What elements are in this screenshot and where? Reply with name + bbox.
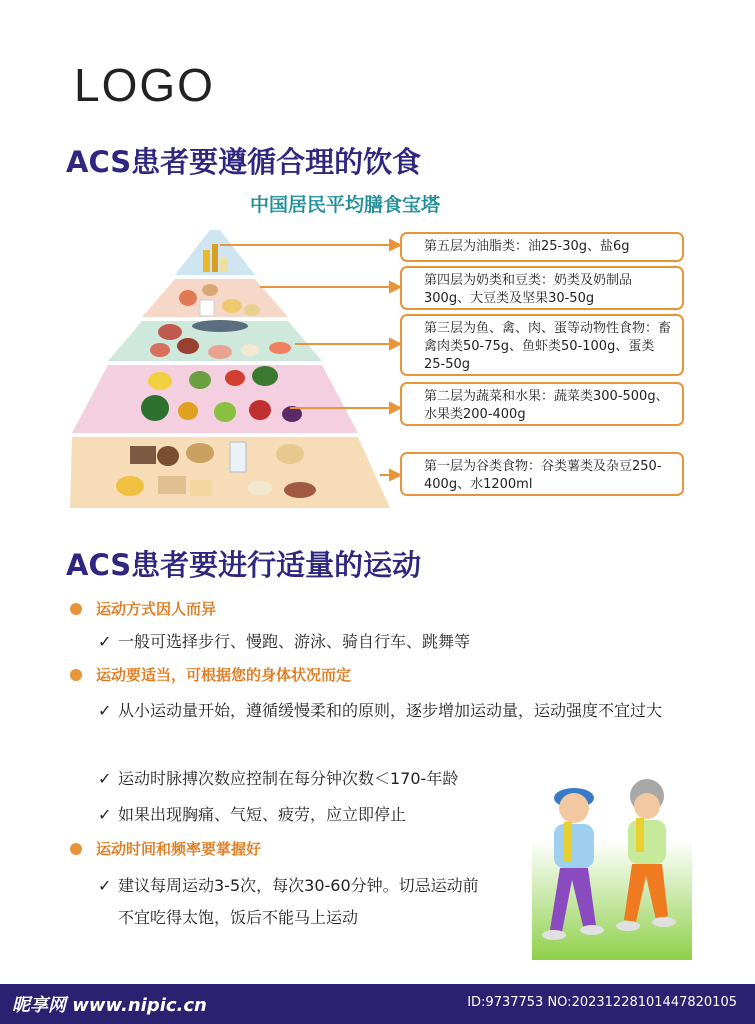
footer-bar — [0, 984, 755, 1024]
list-item: ✓ 如果出现胸痛、气短、疲劳，应立即停止 — [98, 800, 538, 830]
layer-4-box: 第四层为奶类和豆类：奶类及奶制品300g、大豆类及坚果30-50g — [400, 266, 684, 310]
food-pyramid-illustration — [60, 228, 400, 510]
layer-3-box: 第三层为鱼、禽、肉、蛋等动物性食物：畜禽肉类50-75g、鱼虾类50-100g、蛋类25-50g — [400, 314, 684, 376]
list-item: ✓ 从小运动量开始，遵循缓慢柔和的原则，逐步增加运动量，运动强度不宜过大 — [98, 696, 714, 726]
checkmark-icon: ✓ — [98, 876, 112, 895]
exercise-title: ACS患者要进行适量的运动 — [66, 548, 422, 582]
checkmark-icon: ✓ — [98, 769, 112, 788]
pyramid-subtitle: 中国居民平均膳食宝塔 — [250, 194, 441, 216]
list-item: ✓ 建议每周运动3-5次，每次30-60分钟。切忌运动前不宜吃得太饱，饭后不能马上运动 — [98, 870, 483, 934]
logo: LOGO — [74, 59, 215, 111]
footer-brand: 昵享网 www.nipic.cn — [12, 995, 207, 1016]
pyramid-layer-4 — [142, 279, 288, 317]
layer-2-box: 第二层为蔬菜和水果：蔬菜类300-500g、水果类200-400g — [400, 382, 684, 426]
bullet-dot-icon — [70, 603, 82, 615]
section-heading: 运动方式因人而异 — [70, 598, 216, 619]
layer-5-box: 第五层为油脂类：油25-30g、盐6g — [400, 232, 684, 262]
diet-title: ACS患者要遵循合理的饮食 — [66, 145, 422, 179]
checkmark-icon: ✓ — [98, 805, 112, 824]
bullet-dot-icon — [70, 669, 82, 681]
list-item: ✓ 运动时脉搏次数应控制在每分钟次数＜170-年龄 — [98, 764, 538, 794]
bullet-dot-icon — [70, 843, 82, 855]
section-heading: 运动要适当，可根据您的身体状况而定 — [70, 664, 351, 685]
checkmark-icon: ✓ — [98, 632, 112, 651]
footer-id: ID:9737753 NO:20231228101447820105 — [467, 995, 737, 1010]
list-item: ✓ 一般可选择步行、慢跑、游泳、骑自行车、跳舞等 — [98, 627, 698, 657]
layer-1-box: 第一层为谷类食物：谷类薯类及杂豆250-400g、水1200ml — [400, 452, 684, 496]
pyramid-layer-2 — [72, 365, 358, 433]
section-heading: 运动时间和频率要掌握好 — [70, 838, 261, 859]
checkmark-icon: ✓ — [98, 701, 112, 720]
walking-couple-illustration — [532, 770, 692, 960]
